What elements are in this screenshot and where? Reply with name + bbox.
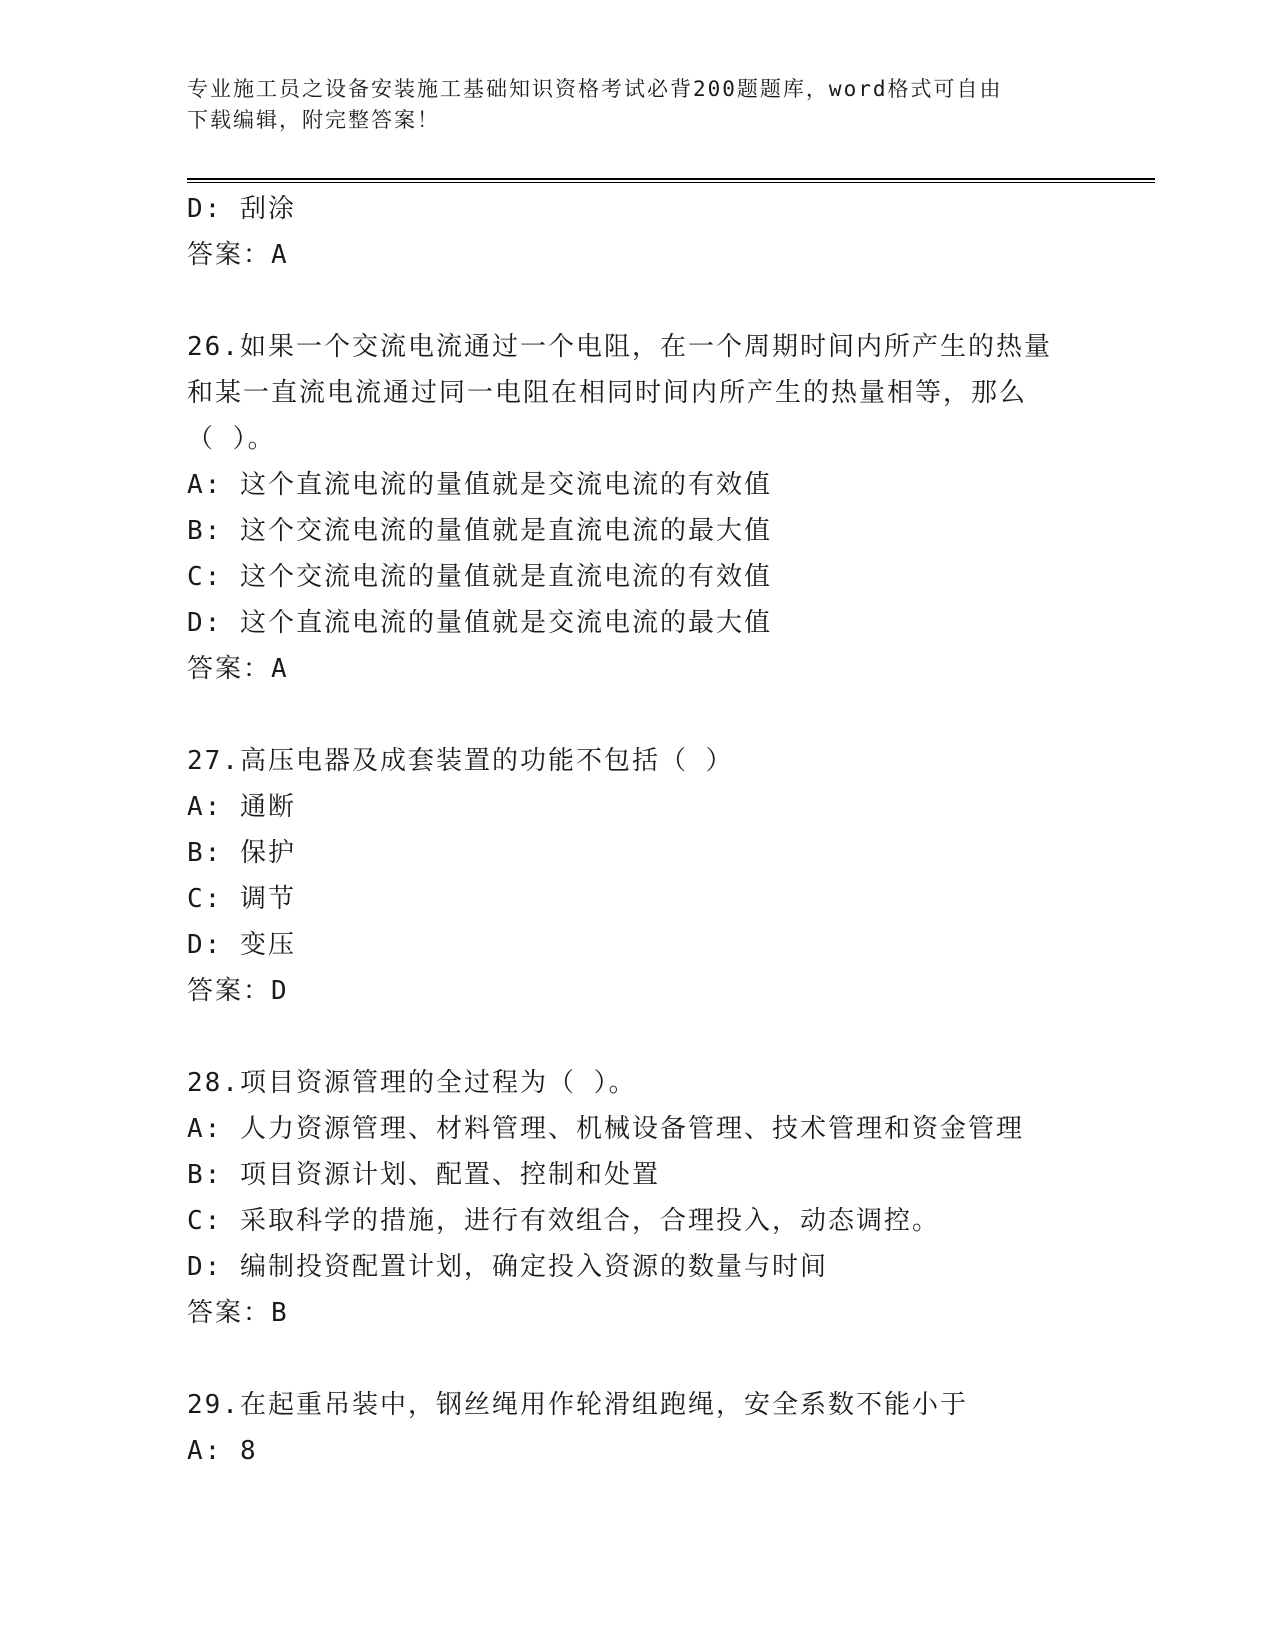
option-c: C: 这个交流电流的量值就是直流电流的有效值 [187,562,772,592]
question-text: 28.项目资源管理的全过程为（ ）。 [187,1068,637,1098]
previous-question-tail [187,186,1087,278]
option-a: A: 这个直流电流的量值就是交流电流的有效值 [187,470,772,500]
option-b: B: 这个交流电流的量值就是直流电流的最大值 [187,516,772,546]
option-c: C: 调节 [187,884,296,914]
question-28 [187,1060,1087,1336]
answer-line: 答案：A [187,654,289,684]
option-d: D: 这个直流电流的量值就是交流电流的最大值 [187,608,772,638]
option-d: D: 编制投资配置计划，确定投入资源的数量与时间 [187,1252,828,1282]
header-title-line2: 下载编辑，附完整答案！ [187,108,440,132]
option-a: A: 8 [187,1436,258,1466]
answer-line: 答案：D [187,976,289,1006]
question-26 [187,324,1087,692]
question-27 [187,738,1087,1014]
option-a: A: 人力资源管理、材料管理、机械设备管理、技术管理和资金管理 [187,1114,1024,1144]
question-list [187,186,1087,1474]
option-d: D: 变压 [187,930,296,960]
question-text: 27.高压电器及成套装置的功能不包括（ ） [187,746,734,776]
question-29 [187,1382,1087,1474]
question-text: 26.如果一个交流电流通过一个电阻，在一个周期时间内所产生的热量 [187,332,1052,362]
header-divider-thick [187,178,1155,180]
option-c: C: 采取科学的措施，进行有效组合，合理投入，动态调控。 [187,1206,940,1236]
header-divider-thin [187,182,1155,183]
option-b: B: 项目资源计划、配置、控制和处置 [187,1160,660,1190]
question-text: （ ）。 [187,424,276,454]
question-text: 29.在起重吊装中，钢丝绳用作轮滑组跑绳，安全系数不能小于 [187,1390,968,1420]
answer-line: 答案：A [187,240,289,270]
document-header [187,74,1067,136]
answer-line: 答案：B [187,1298,289,1328]
header-title-line1: 专业施工员之设备安装施工基础知识资格考试必背200题题库，word格式可自由 [187,77,1003,101]
option-d: D: 刮涂 [187,194,296,224]
option-a: A: 通断 [187,792,296,822]
question-text: 和某一直流电流通过同一电阻在相同时间内所产生的热量相等，那么 [187,378,1028,408]
option-b: B: 保护 [187,838,296,868]
